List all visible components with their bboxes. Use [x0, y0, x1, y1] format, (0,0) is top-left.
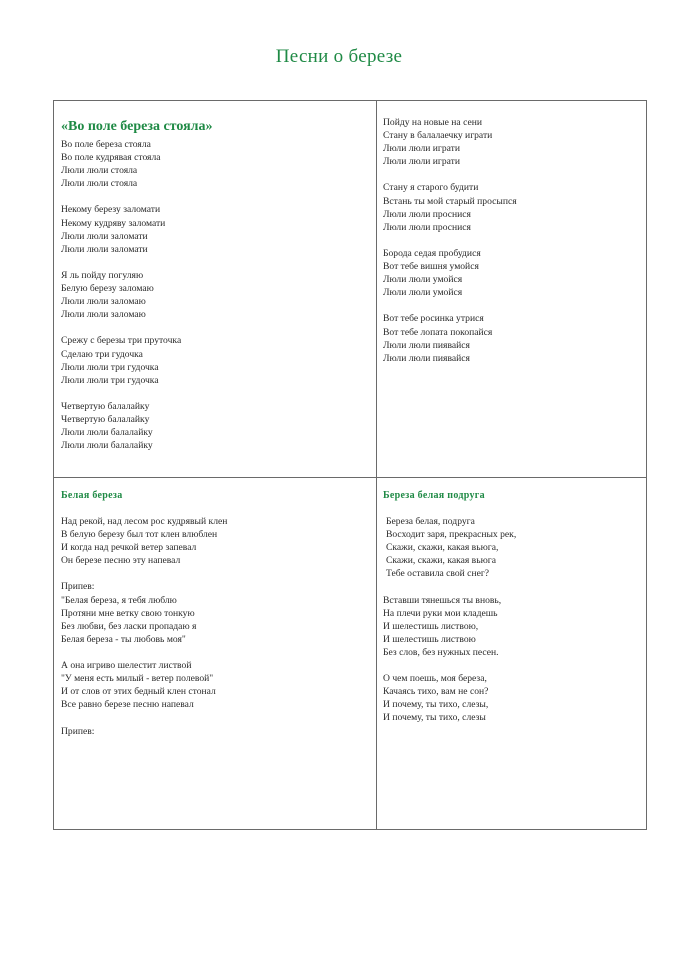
lyric-line: Встань ты мой старый просыпся: [383, 195, 517, 207]
verse: [383, 594, 516, 659]
verse: [61, 334, 213, 386]
verse-gap: [61, 321, 213, 334]
lyric-line: Люли люли играти: [383, 143, 460, 155]
lyric-line: Вот тебе росинка утрися: [383, 313, 484, 325]
song-cell-top-right: [383, 116, 517, 365]
song-title: Белая береза: [61, 490, 123, 501]
lyric-line: Вставши тянешься ты вновь,: [383, 594, 502, 606]
lyric-line: Люли люли три гудочка: [61, 361, 159, 373]
verse-gap: [61, 387, 213, 400]
table-horizontal-divider: [54, 477, 646, 478]
lyric-line: Люли люли пиявайся: [383, 352, 470, 364]
verse-gap: [61, 711, 227, 724]
lyric-line: Люли люли стояла: [61, 165, 138, 177]
lyric-line: Береза белая, подруга: [386, 516, 475, 527]
verse-gap: [61, 256, 213, 269]
verse-gap: [383, 234, 517, 247]
lyric-line: Люли люли пиявайся: [383, 339, 470, 351]
lyric-line: Люли люли проснися: [383, 221, 471, 233]
lyric-line: Скажи, скажи, какая вьюга,: [386, 542, 499, 554]
lyric-line: Качаясь тихо, вам не сон?: [383, 686, 489, 698]
lyric-line: Восходит заря, прекрасных рек,: [386, 529, 517, 541]
lyric-line: Вот тебе лопата покопайся: [383, 326, 493, 338]
lyric-line: Стану в балалаечку играти: [383, 130, 493, 142]
lyric-line: Некому березу заломати: [61, 204, 161, 216]
lyric-line: Припев:: [61, 581, 95, 593]
verse: [383, 247, 517, 299]
verse: [383, 116, 517, 168]
lyric-line: Пойду на новые на сени: [383, 117, 482, 128]
lyric-line: Протяни мне ветку свою тонкую: [61, 607, 195, 619]
songs-table: [53, 100, 647, 830]
song-cell-bottom-right: [383, 489, 516, 725]
lyric-line: Во поле береза стояла: [61, 139, 151, 150]
lyric-line: Люли люли стояла: [61, 178, 138, 190]
lyric-line: Люли люли три гудочка: [61, 374, 159, 386]
verse: [61, 659, 227, 711]
verse: [61, 400, 213, 452]
lyric-line: Люли люли играти: [383, 156, 460, 168]
verse: [383, 515, 516, 580]
verse-gap: [383, 659, 516, 672]
lyric-line: Во поле кудрявая стояла: [61, 152, 161, 164]
verse: [61, 580, 227, 645]
lyric-line: И почему, ты тихо, слезы: [383, 712, 486, 724]
lyric-line: На плечи руки мои кладешь: [383, 607, 498, 619]
verse-gap: [383, 580, 516, 593]
lyric-line: Люли люли умойся: [383, 287, 463, 299]
lyric-line: А она игриво шелестит листвой: [61, 660, 192, 672]
lyric-line: О чем поешь, моя береза,: [383, 673, 487, 685]
lyric-line: Люли люли заломаю: [61, 296, 146, 308]
lyric-line: Люли люли умойся: [383, 274, 463, 286]
lyric-line: Некому кудряву заломати: [61, 217, 166, 229]
verse: [383, 181, 517, 233]
lyric-line: Скажи, скажи, какая вьюга: [386, 555, 496, 567]
lyric-line: Я ль пойду погуляю: [61, 269, 144, 281]
song-cell-top-left: [61, 118, 213, 452]
verse: [61, 725, 227, 738]
lyric-line: "Белая береза, я тебя люблю: [61, 594, 177, 606]
lyric-line: И шелестишь листвою,: [383, 620, 479, 632]
lyric-line: Белую березу заломаю: [61, 283, 154, 295]
verse-gap: [61, 567, 227, 580]
lyric-line: Четвертую балалайку: [61, 413, 150, 425]
lyric-line: И от слов от этих бедный клен стонал: [61, 686, 216, 698]
lyric-line: Сделаю три гудочка: [61, 348, 143, 360]
song-title: «Во поле береза стояла»: [61, 119, 213, 134]
lyric-line: Люли люли балалайку: [61, 440, 153, 452]
song-title: Береза белая подруга: [383, 490, 485, 501]
lyric-line: Люли люли проснися: [383, 208, 471, 220]
table-vertical-divider: [376, 101, 377, 829]
lyric-line: И почему, ты тихо, слезы,: [383, 699, 489, 711]
verse: [61, 138, 213, 190]
verse-gap: [383, 299, 517, 312]
lyric-line: Борода седая пробудися: [383, 247, 481, 259]
lyric-line: Припев:: [61, 725, 95, 737]
verse: [383, 672, 516, 724]
page-title: Песни о березе: [275, 46, 403, 67]
verse-gap: [61, 190, 213, 203]
lyric-line: Стану я старого будити: [383, 182, 479, 194]
lyric-line: Срежу с березы три пруточка: [61, 335, 182, 347]
lyric-line: Вот тебе вишня умойся: [383, 261, 479, 273]
verse: [61, 269, 213, 321]
lyric-line: Над рекой, над лесом рос кудрявый клен: [61, 516, 228, 527]
lyric-line: И шелестишь листвою: [383, 633, 476, 645]
verse: [61, 203, 213, 255]
lyric-line: Люли люли заломаю: [61, 309, 146, 321]
verse: [383, 312, 517, 364]
lyric-line: Без любви, без ласки пропадаю я: [61, 620, 197, 632]
lyric-line: И когда над речкой ветер запевал: [61, 542, 197, 554]
lyric-line: Без слов, без нужных песен.: [383, 646, 499, 658]
lyric-line: Все равно березе песню напевал: [61, 699, 194, 711]
song-cell-bottom-left: [61, 489, 227, 738]
lyric-line: "У меня есть милый - ветер полевой": [61, 673, 214, 685]
lyric-line: Люли люли заломати: [61, 243, 148, 255]
lyric-line: Тебе оставила свой снег?: [386, 568, 490, 580]
lyric-line: Белая береза - ты любовь моя": [61, 633, 186, 645]
lyric-line: Четвертую балалайку: [61, 400, 150, 412]
lyric-line: В белую березу был тот клен влюблен: [61, 529, 218, 541]
verse-gap: [383, 168, 517, 181]
verse-gap: [61, 646, 227, 659]
verse: [61, 515, 227, 567]
lyric-line: Он березе песню эту напевал: [61, 555, 181, 567]
lyric-line: Люли люли балалайку: [61, 427, 153, 439]
lyric-line: Люли люли заломати: [61, 230, 148, 242]
